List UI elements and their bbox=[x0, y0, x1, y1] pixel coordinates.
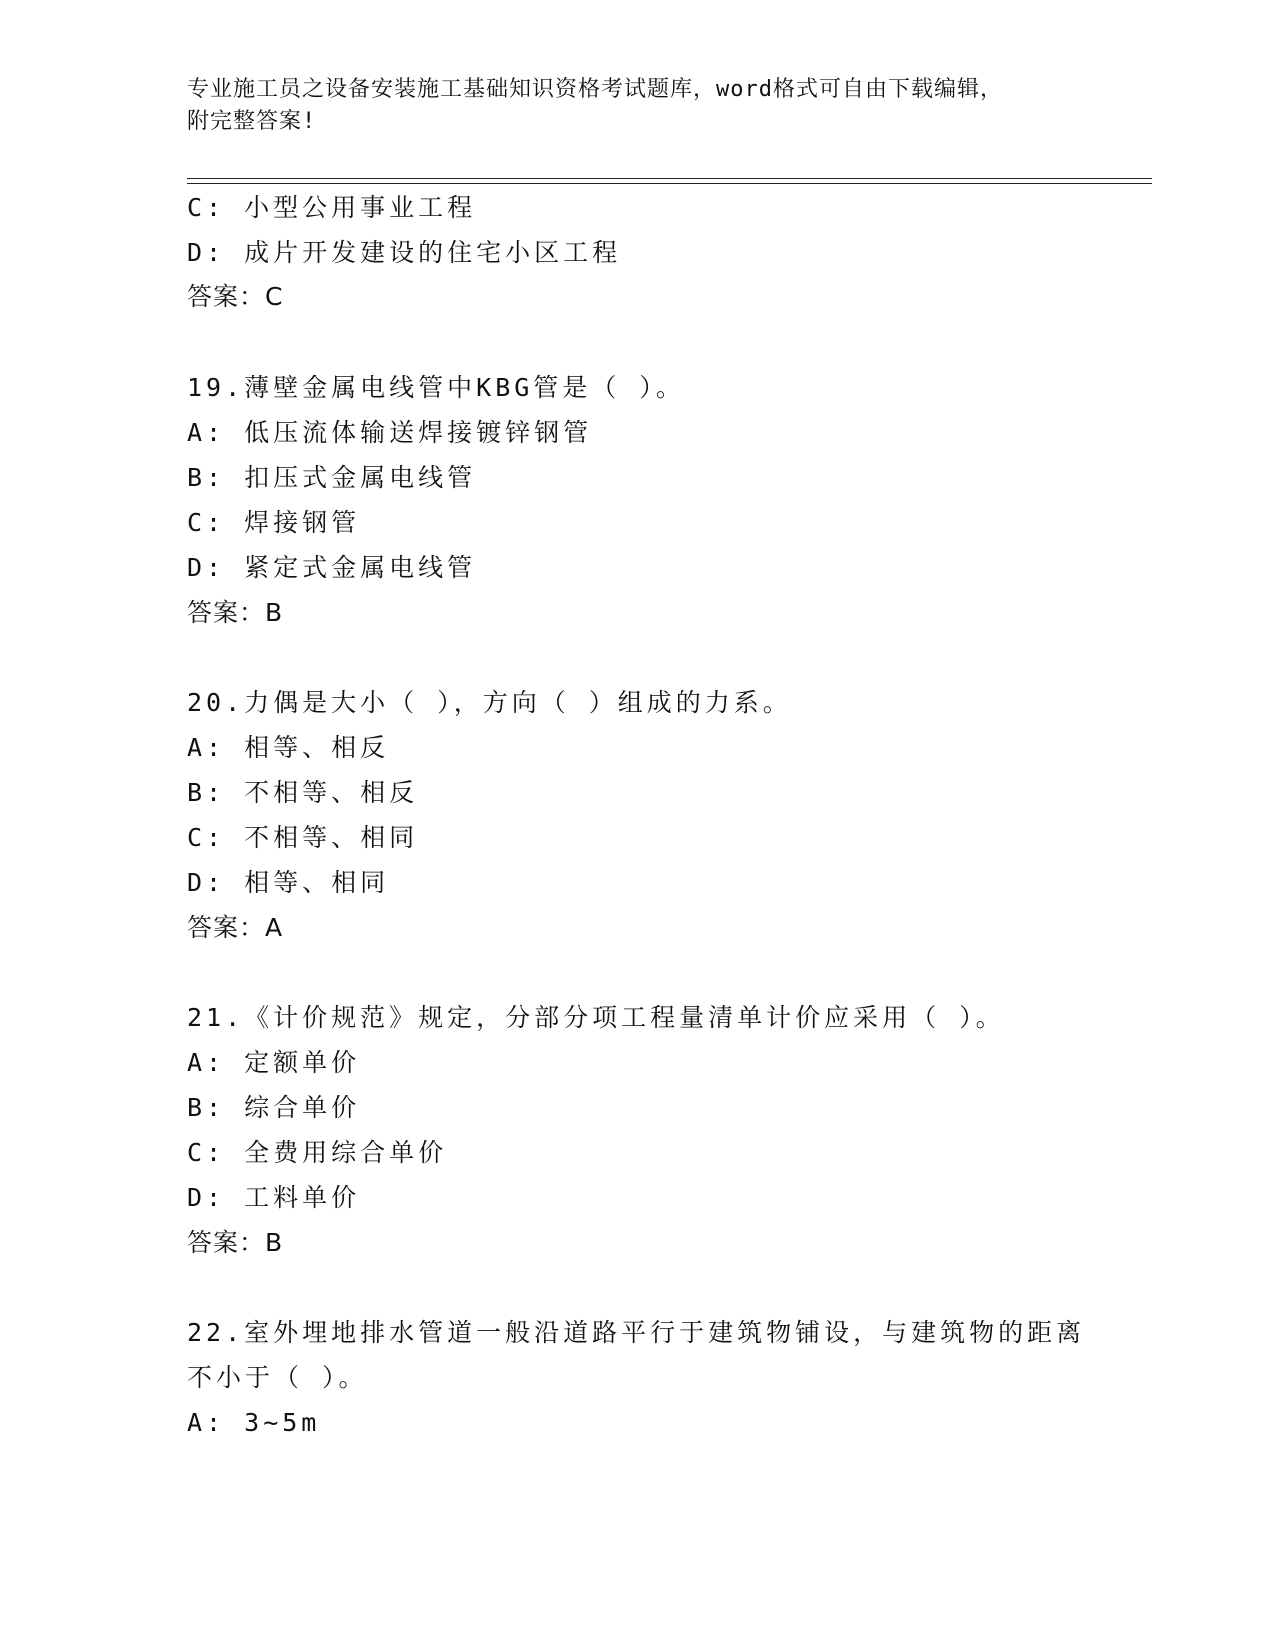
document-header bbox=[187, 74, 1087, 138]
question-22-line-2: 不小于（ ）。 bbox=[187, 1363, 368, 1392]
option-c-q20: C: 不相等、相同 bbox=[187, 823, 419, 852]
option-c-q21: C: 全费用综合单价 bbox=[187, 1138, 448, 1167]
header-line-1: 专业施工员之设备安装施工基础知识资格考试题库，word格式可自由下载编辑， bbox=[187, 77, 1003, 102]
option-b-q20: B: 不相等、相反 bbox=[187, 778, 419, 807]
option-c-q18: C: 小型公用事业工程 bbox=[187, 193, 477, 222]
option-d-q20: D: 相等、相同 bbox=[187, 868, 390, 897]
option-d-q18: D: 成片开发建设的住宅小区工程 bbox=[187, 238, 622, 267]
option-b-q21: B: 综合单价 bbox=[187, 1093, 361, 1122]
answer-q18: 答案：C bbox=[187, 282, 284, 311]
header-divider-bottom bbox=[187, 183, 1152, 184]
option-c-q19: C: 焊接钢管 bbox=[187, 508, 361, 537]
question-22-line-1: 22.室外埋地排水管道一般沿道路平行于建筑物铺设，与建筑物的距离 bbox=[187, 1318, 1086, 1347]
option-a-q22: A: 3~5m bbox=[187, 1408, 321, 1437]
option-a-q19: A: 低压流体输送焊接镀锌钢管 bbox=[187, 418, 593, 447]
answer-q19: 答案：B bbox=[187, 598, 284, 627]
header-line-2: 附完整答案! bbox=[187, 109, 317, 134]
option-b-q19: B: 扣压式金属电线管 bbox=[187, 463, 477, 492]
answer-q21: 答案：B bbox=[187, 1228, 284, 1257]
question-21: 21.《计价规范》规定，分部分项工程量清单计价应采用（ ）。 bbox=[187, 1003, 1005, 1032]
option-a-q20: A: 相等、相反 bbox=[187, 733, 390, 762]
option-d-q21: D: 工料单价 bbox=[187, 1183, 361, 1212]
header-divider-top bbox=[187, 178, 1152, 179]
option-a-q21: A: 定额单价 bbox=[187, 1048, 361, 1077]
option-d-q19: D: 紧定式金属电线管 bbox=[187, 553, 477, 582]
question-20: 20.力偶是大小（ ），方向（ ）组成的力系。 bbox=[187, 688, 792, 717]
question-19: 19.薄壁金属电线管中KBG管是（ ）。 bbox=[187, 373, 685, 402]
answer-q20: 答案：A bbox=[187, 913, 284, 942]
